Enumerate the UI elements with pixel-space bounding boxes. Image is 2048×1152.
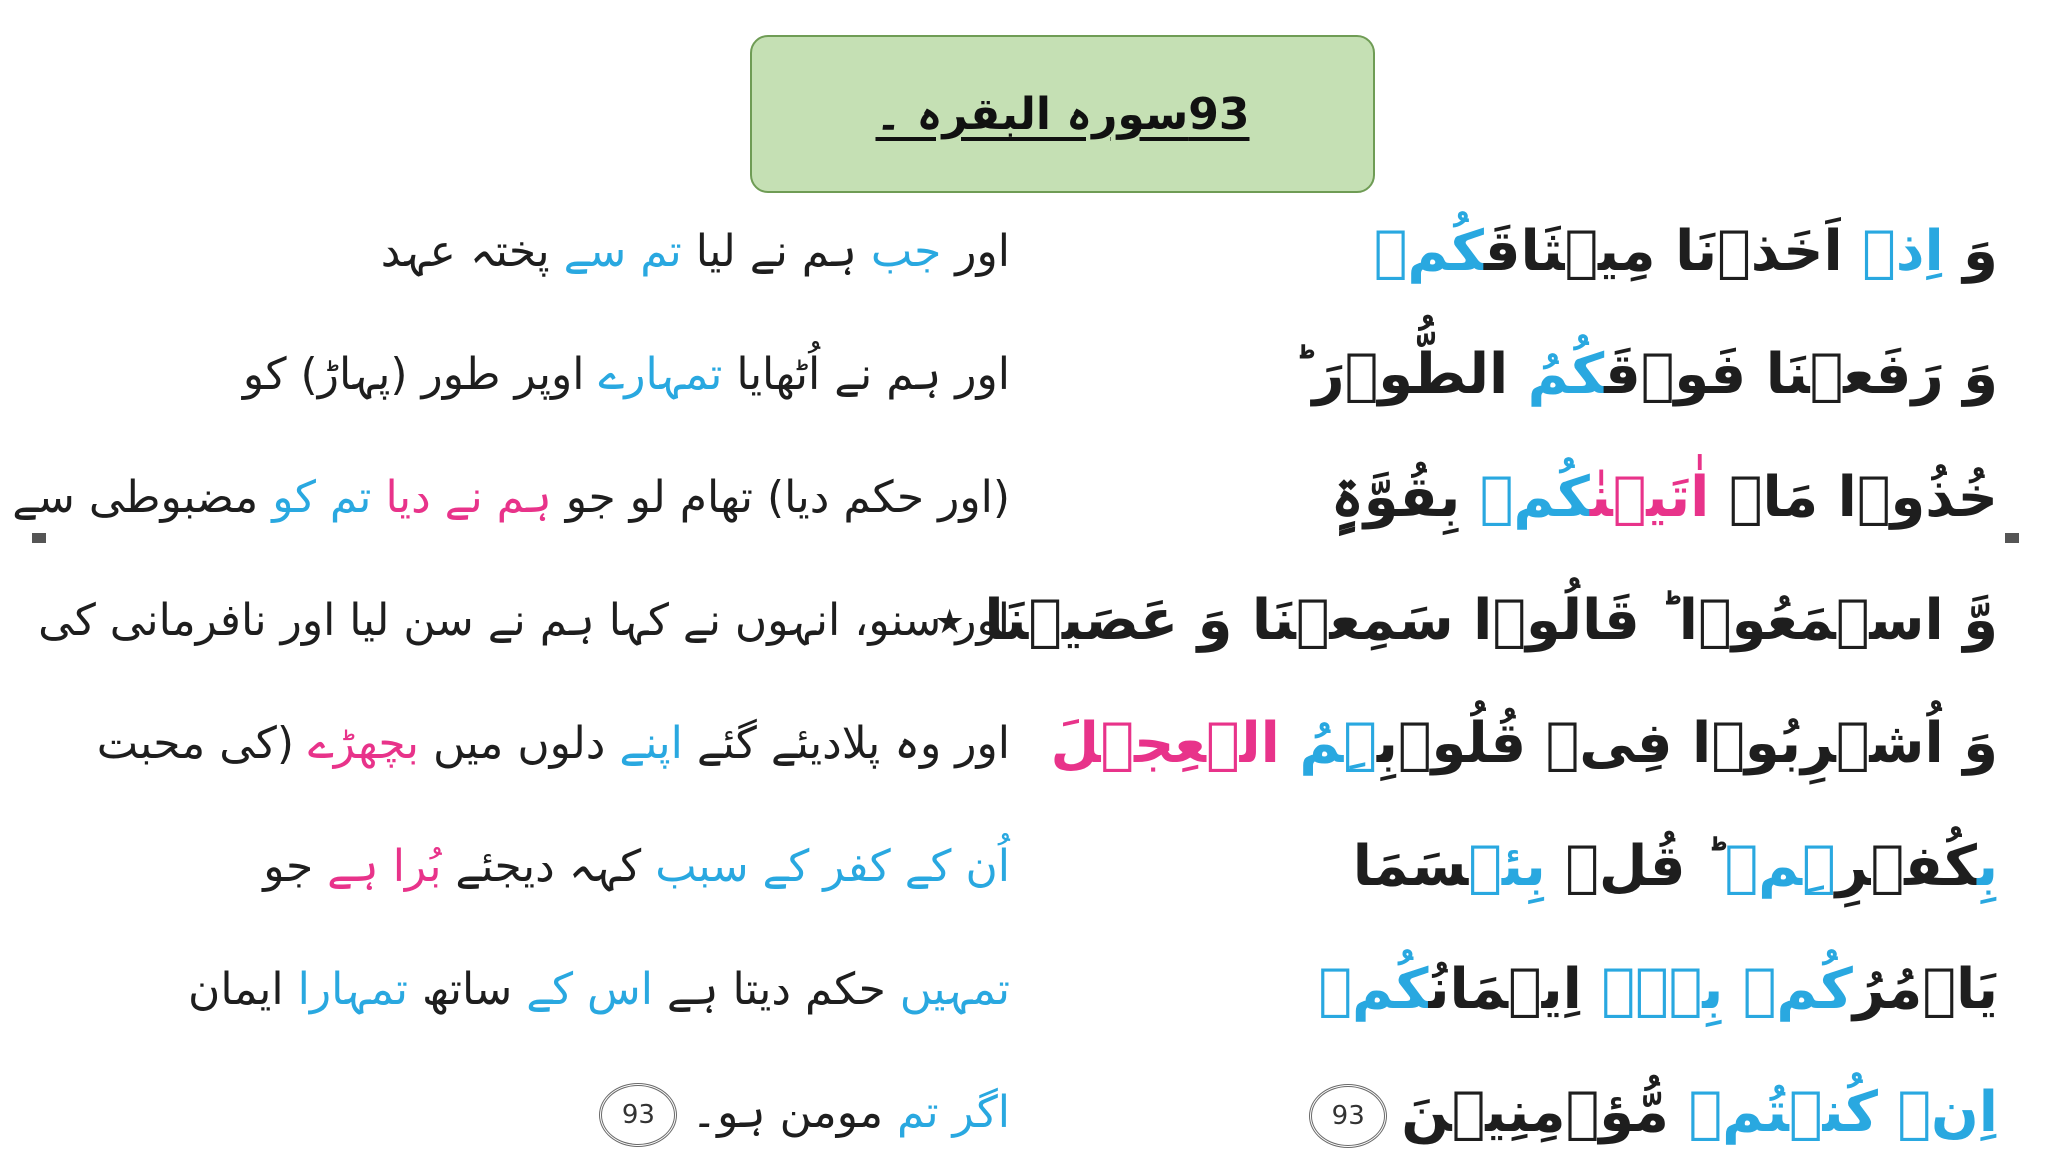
arabic-verse-line — [1050, 682, 1998, 805]
urdu-translation-line — [60, 1051, 1010, 1152]
text-segment: اور — [941, 226, 1010, 277]
arabic-verse-line — [934, 559, 1998, 682]
text-segment: اُن کے کفر کے سبب — [655, 841, 1010, 892]
text-segment: (کی محبت — [96, 718, 309, 769]
text-segment: وَ — [1943, 219, 1998, 284]
title-banner — [750, 35, 1375, 193]
text-segment: (اور حکم دیا) تھام لو جو — [551, 472, 1010, 523]
text-segment: بچھڑے — [308, 718, 420, 769]
section-divider-right — [2005, 533, 2019, 543]
text-segment — [371, 472, 385, 523]
text-segment: ہم نے دیا — [385, 472, 552, 523]
urdu-translation-line — [12, 436, 1010, 559]
text-segment: کُمۡ — [1373, 219, 1484, 284]
text-segment: اور وہ پلادیئے گئے — [682, 718, 1010, 769]
text-segment: پختہ عہد — [380, 226, 564, 277]
text-segment: وَّ اسۡمَعُوۡا ؕ قَالُوۡا سَمِعۡنَا وَ عَصَیۡنَا ٭ — [934, 588, 1998, 653]
text-segment: الطُّوۡرَ ؕ — [1292, 342, 1528, 407]
text-segment: اس کے — [526, 964, 653, 1015]
text-segment: اِنۡ کُنۡتُمۡ — [1688, 1080, 1998, 1145]
text-segment: اپنے — [619, 718, 683, 769]
text-segment: سَمَا — [1352, 834, 1469, 899]
urdu-translation-column — [12, 190, 1010, 1152]
text-segment: ہم نے لیا — [681, 226, 871, 277]
arabic-verse-line — [1080, 928, 1998, 1051]
text-segment: بِئۡ — [1468, 834, 1546, 899]
text-segment: کُمۡ — [1318, 957, 1429, 1022]
text-segment: مُّؤۡمِنِیۡنَ — [1401, 1080, 1689, 1145]
text-segment: ہِمُ — [1299, 711, 1377, 776]
text-segment: اوپر طور (پہاڑ) کو — [242, 349, 599, 400]
text-segment: ؕ قُلۡ — [1545, 834, 1725, 899]
text-segment: اَخَذۡنَا مِیۡثَاقَ — [1483, 219, 1863, 284]
text-segment: اِذۡ — [1862, 219, 1944, 284]
text-segment: اگر تم — [897, 1087, 1010, 1138]
text-segment: حکم دیتا ہے — [652, 964, 900, 1015]
arabic-verse-line — [1080, 190, 1998, 313]
text-segment: بِہٖۤ — [1581, 957, 1743, 1022]
urdu-translation-line — [60, 805, 1010, 928]
text-segment: کُمُ — [1527, 342, 1605, 407]
text-segment: بِقُوَّۃٍ — [1330, 465, 1480, 530]
text-segment: کُمۡ — [1742, 957, 1853, 1022]
text-segment: کُفۡرِ — [1835, 834, 1977, 899]
urdu-translation-line — [38, 559, 1010, 682]
text-segment: وَ رَفَعۡنَا فَوۡقَ — [1604, 342, 1998, 407]
text-segment: مومن ہو۔ — [691, 1087, 898, 1138]
ayah-number-mark: 93 — [1309, 1084, 1387, 1148]
text-segment: بِ — [1976, 834, 1998, 899]
text-segment: جب — [870, 226, 942, 277]
arabic-verse-line — [1080, 436, 1998, 559]
urdu-translation-line — [60, 313, 1010, 436]
urdu-translation-line — [60, 190, 1010, 313]
text-segment: الۡعِجۡلَ — [1050, 711, 1300, 776]
ayah-number-mark: 93 — [599, 1083, 677, 1147]
text-segment: مضبوطی سے — [12, 472, 273, 523]
text-segment: اِیۡمَانُ — [1428, 957, 1582, 1022]
arabic-verse-line — [1080, 805, 1998, 928]
text-segment: ساتھ — [407, 964, 527, 1015]
text-segment: دلوں میں — [419, 718, 620, 769]
text-segment: اور ہم نے اُٹھایا — [722, 349, 1010, 400]
text-segment: تمہارا — [297, 964, 408, 1015]
text-segment: بُرا ہے — [327, 841, 442, 892]
urdu-translation-line — [60, 928, 1010, 1051]
text-segment: وَ اُشۡرِبُوۡا فِیۡ قُلُوۡبِ — [1376, 711, 1998, 776]
arabic-verse-line — [1080, 313, 1998, 436]
text-segment: یَاۡمُرُ — [1852, 957, 1998, 1022]
urdu-translation-line — [60, 682, 1010, 805]
text-segment: جو — [263, 841, 328, 892]
text-segment: ایمان — [188, 964, 298, 1015]
text-segment: خُذُوۡا مَاۤ — [1709, 465, 1998, 530]
text-segment: کُمۡ — [1479, 465, 1590, 530]
page-title: 93سورہ البقرہ ۔ — [875, 88, 1250, 140]
text-segment: کہہ دیجئے — [441, 841, 656, 892]
text-segment: تم سے — [563, 226, 682, 277]
text-segment: اور سنو، انہوں نے کہا ہم نے سن لیا اور نافرمانی کی — [38, 595, 1010, 646]
text-segment: ہِمۡ — [1724, 834, 1836, 899]
text-segment: تمہیں — [899, 964, 1010, 1015]
text-segment: تمہارے — [598, 349, 723, 400]
arabic-verse-line — [1080, 1051, 1998, 1152]
text-segment: اٰتَیۡنٰ — [1589, 465, 1710, 530]
text-segment: تم کو — [272, 472, 372, 523]
